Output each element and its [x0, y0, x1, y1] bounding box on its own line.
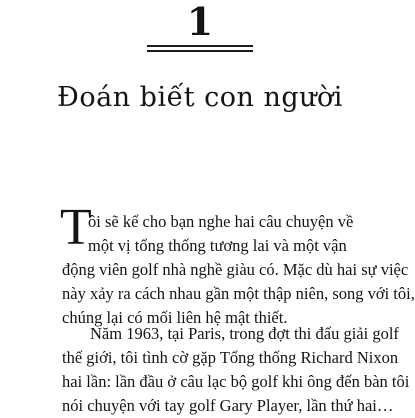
paragraph-1-line-5: chúng lại có mối liên hệ mật thiết. — [62, 308, 288, 327]
paragraph-2 — [62, 322, 410, 418]
paragraph-1 — [62, 210, 415, 330]
paragraph-1-line-2: một vị tổng thống tương lai và một vận — [88, 236, 347, 255]
chapter-title: Đoán biết con người — [57, 82, 343, 113]
chapter-divider-bottom — [147, 50, 253, 52]
paragraph-1-line-4: này xảy ra cách nhau gần một thập niên, song với tôi, — [62, 284, 415, 303]
paragraph-2-line-1: Năm 1963, tại Paris, trong đợt thi đấu giải golf — [90, 324, 399, 343]
paragraph-2-line-3: hai lần: lần đầu ở câu lạc bộ golf khi ông đến bàn tôi — [62, 372, 410, 391]
paragraph-1-line-3: động viên golf nhà nghề giàu có. Mặc dù hai sự việc — [62, 260, 409, 279]
paragraph-1-line-1: ôi sẽ kể cho bạn nghe hai câu chuyện về — [88, 212, 354, 231]
chapter-number: 1 — [186, 0, 214, 44]
paragraph-2-line-4: nói chuyện với tay golf Gary Player, lần thứ hai… — [62, 396, 394, 415]
drop-cap: T — [60, 199, 92, 256]
paragraph-2-line-2: thế giới, tôi tình cờ gặp Tổng thống Richard Nixon — [62, 348, 399, 367]
chapter-divider-top — [147, 45, 253, 47]
